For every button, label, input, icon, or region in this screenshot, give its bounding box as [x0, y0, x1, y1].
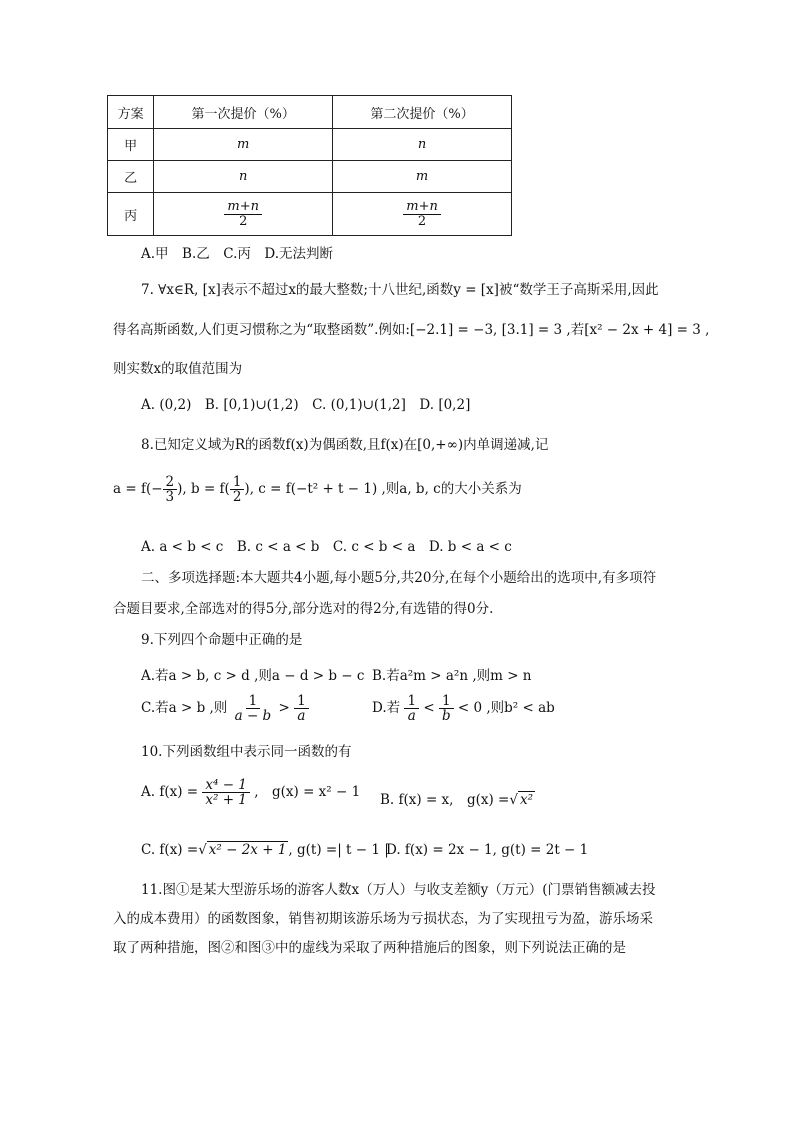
q11-line3: 取了两种措施，图②和图③中的虚线为采取了两种措施后的图象，则下列说法正确的是 [113, 940, 626, 956]
q10-a-suffix: , g(x) = x² − 1 [254, 784, 361, 801]
cell-plan: 乙 [108, 161, 154, 193]
q8-c-part: , c = f(−t² + t − 1) ,则a, b, c的大小关系为 [249, 481, 522, 498]
q9-d-suffix: < 0 ,则b² < ab [457, 700, 555, 717]
q9-stem: 9.下列四个命题中正确的是 [141, 632, 303, 648]
q9-option-c [141, 694, 309, 723]
fraction-denominator: 3 [165, 489, 175, 506]
fraction [294, 694, 309, 723]
cell-first: n [154, 161, 333, 193]
cell-second: m [333, 161, 512, 193]
table-row [108, 193, 512, 236]
cell-plan: 甲 [108, 129, 154, 161]
price-plan-table [107, 95, 512, 236]
fraction-denominator: b [441, 708, 451, 725]
header-plan: 方案 [108, 96, 154, 129]
header-second-raise: 第二次提价（%） [333, 96, 512, 129]
fraction-denominator: x² + 1 [205, 792, 247, 809]
header-first-raise: 第一次提价（%） [154, 96, 333, 129]
fraction-denominator: a [297, 708, 306, 725]
fraction [232, 694, 275, 723]
q10-a-prefix: A. f(x) = [141, 784, 199, 801]
fraction-denominator: a [407, 708, 416, 725]
fraction-denominator: a − b [234, 708, 272, 725]
fraction-numerator: x⁴ − 1 [202, 778, 250, 793]
q8-line1: 8.已知定义域为R的函数f(x)为偶函数,且f(x)在[0,+∞)内单调递减,记 [141, 437, 549, 453]
fraction [202, 778, 250, 807]
q10-c-suffix: , g(t) =| t − 1 | [288, 842, 389, 858]
fraction [163, 475, 178, 504]
q10-option-b: B. f(x) = x, g(x) =√ x² [380, 792, 533, 808]
q6-options: A.甲 B.乙 C.丙 D.无法判断 [141, 246, 334, 262]
fraction [439, 694, 454, 723]
q11-line1: 11.图①是某大型游乐场的游客人数x（万人）与收支差额y（万元）(门票销售额减去投 [141, 882, 656, 898]
fraction-numerator: 1 [246, 694, 261, 709]
q7-line3: 则实数x的取值范围为 [113, 361, 243, 377]
fraction-numerator: m+n [224, 200, 262, 215]
q11-line2: 入的成本费用）的函数图象，销售初期该游乐场为亏损状态，为了实现扭亏为盈，游乐场采 [113, 911, 653, 927]
cell-second [333, 193, 512, 236]
q9-option-d [372, 694, 555, 723]
q9-d-operator: < [423, 700, 435, 717]
q10-option-d: D. f(x) = 2x − 1, g(t) = 2t − 1 [386, 842, 589, 858]
fraction-denominator: 2 [239, 213, 248, 229]
fraction-denominator: 2 [417, 213, 427, 229]
q8-options: A. a < b < c B. c < a < b C. c < b < a D. b < a < c [141, 539, 512, 555]
cell-first: m [154, 129, 333, 161]
fraction [230, 475, 245, 504]
table-row [108, 161, 512, 193]
q7-line2: 得名高斯函数,人们更习惯称之为“取整函数”.例如:[−2.1] = −3, [3.1] = 3 ,若[x² − 2x + 4] = 3 , [113, 322, 710, 338]
q8-line2: a = f(− $\frac{2}{3}$ ), b = f( $\frac{1}{2}$ ), c = f(−t² + t − 1) ,则a, b, c的大小关系为 [113, 474, 522, 506]
q8-b-prefix: , b = f [182, 481, 225, 498]
section2-line1: 二、多项选择题:本大题共4小题,每小题5分,共20分,在每个小题给出的选项中,有多项符 [141, 570, 657, 586]
fraction-numerator: 1 [294, 694, 309, 709]
q10-b-radicand: x² [519, 792, 533, 808]
q9-option-a: A.若a > b, c > d ,则a − d > b − c [141, 668, 365, 684]
fraction-denominator: 2 [232, 489, 242, 506]
q10-stem: 10.下列函数组中表示同一函数的有 [141, 744, 352, 760]
fraction [404, 694, 419, 723]
fraction-numerator: 1 [404, 694, 419, 709]
q7-options: A. (0,2) B. [0,1)∪(1,2) C. (0,1)∪(1,2] D. [0,2] [141, 397, 471, 413]
fraction-numerator: 1 [439, 694, 454, 709]
fraction [403, 200, 441, 228]
table-header-row [108, 96, 512, 129]
q10-c-prefix: C. f(x) = [141, 842, 199, 858]
q9-c-prefix: C.若a > b ,则 [141, 700, 228, 717]
cell-plan: 丙 [108, 193, 154, 236]
q10-option-a [141, 778, 360, 807]
fraction-numerator: 2 [163, 475, 178, 490]
fraction-numerator: m+n [403, 200, 441, 215]
fraction-numerator: 1 [230, 475, 245, 490]
q10-option-c: C. f(x) =√ x² − 2x + 1 , g(t) =| t − 1 | [141, 842, 389, 858]
q9-option-b: B.若a²m > a²n ,则m > n [372, 668, 532, 684]
fraction [224, 200, 262, 228]
q9-d-prefix: D.若 [372, 700, 401, 717]
q8-a-prefix: a = f [113, 481, 146, 498]
q9-c-operator: > [278, 700, 290, 717]
q10-c-radicand: x² − 2x + 1 [208, 842, 287, 858]
section2-line2: 合题目要求,全部选对的得5分,部分选对的得2分,有选错的得0分. [113, 601, 494, 617]
q7-line1: 7. ∀x∈R, [x]表示不超过x的最大整数;十八世纪,函数y = [x]被“数学王子高斯采用,因此 [141, 282, 659, 298]
q10-b-prefix: B. f(x) = x, g(x) = [380, 792, 510, 808]
cell-first [154, 193, 333, 236]
table-row [108, 129, 512, 161]
cell-second: n [333, 129, 512, 161]
